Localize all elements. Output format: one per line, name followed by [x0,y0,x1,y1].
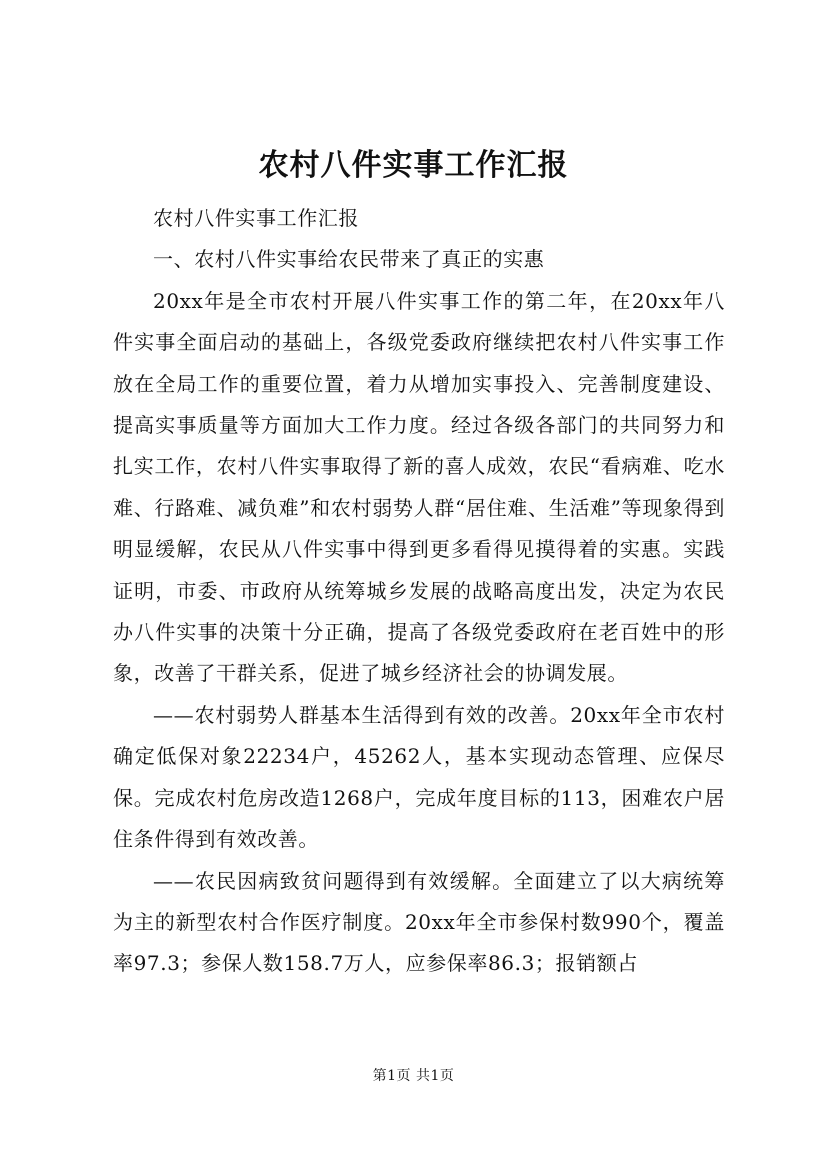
paragraph-section-heading: 一、农村八件实事给农民带来了真正的实惠 [153,247,545,272]
document-body [113,198,725,985]
paragraph-vulnerable-groups: ——农村弱势人群基本生活得到有效的改善。20xx年全市农村确定低保对象22234户，45262人，基本实现动态管理、应保尽保。完成农村危房改造1268户，完成年度目标的113，困难农户居住条件得到有效改善。 [113,702,725,852]
page-footer: 第1页 共1页 [372,1068,455,1084]
paragraph-subtitle: 农村八件实事工作汇报 [153,206,359,230]
paragraph-intro: 20xx年是全市农村开展八件实事工作的第二年，在20xx年八件实事全面启动的基础上，各级党委政府继续把农村八件实事工作放在全局工作的重要位置，着力从增加实事投入、完善制度建设、提高实事质量等方面加大工作力度。经过各级各部门的共同努力和扎实工作，农村八件实事取得了新的喜人成效，农民“看病难、吃水难、行路难、减负难”和农村弱势人群“居住难、生活难”等现象得到明显缓解，农民从八件实事中得到更多看得见摸得着的实惠。实践证明，市委、市政府从统筹城乡发展的战略高度出发，决定为农民办八件实事的决策十分正确，提高了各级党委政府在老百姓中的形象，改善了干群关系，促进了城乡经济社会的协调发展。 [113,288,725,686]
document-title: 农村八件实事工作汇报 [258,148,569,183]
paragraph-medical-care: ——农民因病致贫问题得到有效缓解。全面建立了以大病统筹为主的新型农村合作医疗制度。20xx年全市参保村数990个，覆盖率97.3；参保人数158.7万人，应参保率86.3；报销额占 [113,868,725,976]
